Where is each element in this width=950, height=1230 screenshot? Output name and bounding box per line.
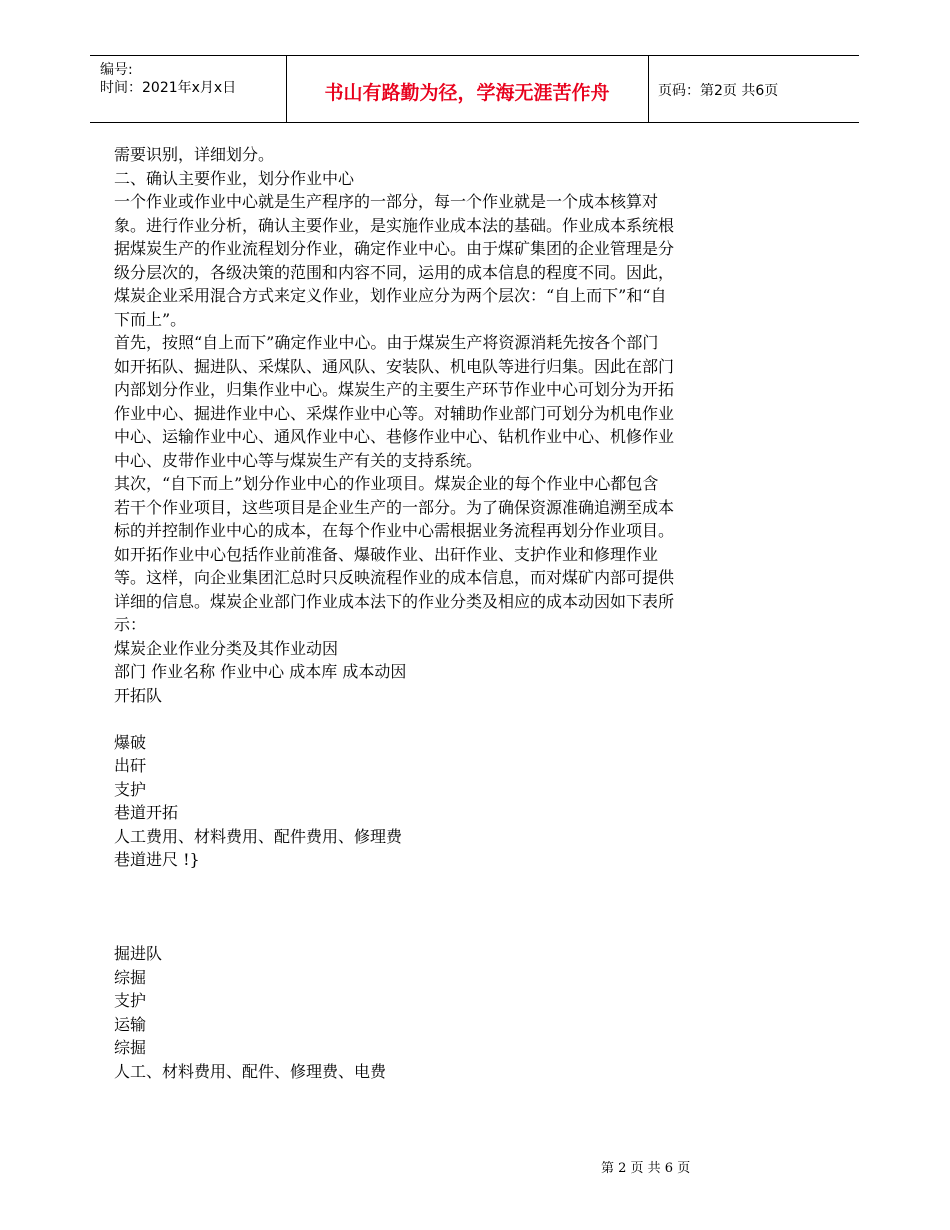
body-line: 如开拓队、掘进队、采煤队、通风队、安装队、机电队等进行归集。因此在部门 — [114, 356, 675, 376]
body-line: 下而上”。 — [114, 309, 187, 329]
body-line: 其次，“自下而上”划分作业中心的作业项目。煤炭企业的每个作业中心都包含 — [114, 474, 659, 493]
body-line: 掘进队 — [114, 944, 163, 963]
body-line: 详细的信息。煤炭企业部门作业成本法下的作业分类及相应的成本动因如下表所 — [114, 591, 675, 611]
blank-line — [114, 707, 774, 731]
body-line: 中心、运输作业中心、通风作业中心、巷修作业中心、钻机作业中心、机修作业 — [114, 427, 675, 446]
blank-line — [114, 872, 774, 896]
body-line: 级分层次的，各级决策的范围和内容不同，运用的成本信息的程度不同。因此， — [114, 262, 675, 282]
header-page-cell — [649, 56, 859, 122]
document-time-label: 时间：2021年x月x日 — [100, 80, 237, 96]
blank-line — [114, 919, 774, 943]
body-line: 中心、皮带作业中心等与煤炭生产有关的支持系统。 — [114, 450, 483, 470]
body-line: 示： — [114, 615, 147, 634]
body-line: 综掘 — [114, 967, 147, 987]
body-line: 支护 — [114, 991, 147, 1010]
page-footer: 第 2 页 共 6 页 — [601, 1161, 691, 1176]
body-line: 巷道进尺 !} — [114, 850, 200, 869]
body-line: 煤炭企业作业分类及其作业动因 — [114, 638, 339, 658]
header-motto-cell — [286, 56, 649, 122]
body-line: 内部划分作业，归集作业中心。煤炭生产的主要生产环节作业中心可划分为开拓 — [114, 380, 675, 399]
document-body — [114, 143, 774, 1083]
body-line: 标的并控制作业中心的成本，在每个作业中心需根据业务流程再划分作业项目。 — [114, 521, 675, 540]
body-line: 出矸 — [114, 756, 147, 775]
body-line: 人工费用、材料费用、配件费用、修理费 — [114, 826, 403, 846]
body-line: 巷道开拓 — [114, 803, 179, 822]
body-line: 二、确认主要作业，划分作业中心 — [114, 168, 355, 188]
body-line: 人工、材料费用、配件、修理费、电费 — [114, 1061, 387, 1081]
body-line: 运输 — [114, 1014, 147, 1034]
body-line: 一个作业或作业中心就是生产程序的一部分，每一个作业就是一个成本核算对 — [114, 192, 659, 211]
body-line: 综掘 — [114, 1038, 147, 1057]
body-line: 等。这样，向企业集团汇总时只反映流程作业的成本信息，而对煤矿内部可提供 — [114, 568, 675, 587]
body-line: 如开拓作业中心包括作业前准备、爆破作业、出矸作业、支护作业和修理作业 — [114, 544, 659, 564]
body-line: 支护 — [114, 779, 147, 799]
body-line: 需要识别，详细划分。 — [114, 145, 275, 164]
body-line: 部门 作业名称 作业中心 成本库 成本动因 — [114, 662, 407, 681]
body-line: 煤炭企业采用混合方式来定义作业，划作业应分为两个层次：“自上而下”和“自 — [114, 286, 667, 305]
body-line: 若干个作业项目，这些项目是企业生产的一部分。为了确保资源准确追溯至成本 — [114, 497, 675, 517]
body-line: 象。进行作业分析，确认主要作业，是实施作业成本法的基础。作业成本系统根 — [114, 215, 675, 235]
body-line: 爆破 — [114, 732, 147, 752]
blank-line — [114, 895, 774, 919]
header-meta-cell — [90, 56, 287, 122]
body-line: 作业中心、掘进作业中心、采煤作业中心等。对辅助作业部门可划分为机电作业 — [114, 403, 675, 423]
page-header — [90, 55, 859, 123]
document-code-label: 编号: — [100, 62, 133, 78]
body-line: 据煤炭生产的作业流程划分作业，确定作业中心。由于煤矿集团的企业管理是分 — [114, 239, 675, 258]
body-line: 首先，按照“自上而下”确定作业中心。由于煤炭生产将资源消耗先按各个部门 — [114, 333, 659, 352]
header-motto: 书山有路勤为径，学海无涯苦作舟 — [324, 82, 610, 104]
header-page-info: 页码：第2页 共6页 — [658, 83, 779, 99]
body-line: 开拓队 — [114, 685, 163, 705]
